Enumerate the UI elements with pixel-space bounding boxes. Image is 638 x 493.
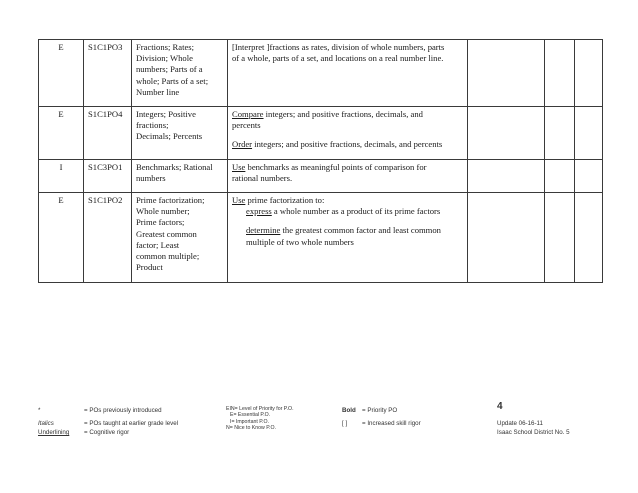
description-text: a whole number as a product of its prime factors [271, 206, 441, 217]
description-text: the greatest common factor and least common [280, 225, 441, 236]
concept-line: Prime factors; [136, 217, 185, 228]
priority-level-line: I= Important P.O. [230, 419, 269, 425]
description-line: [Interpret ]fractions as rates, division of whole numbers, parts [232, 42, 445, 52]
description-text: integers; and positive fractions, decimals, and [263, 109, 423, 120]
legend-meaning: = Cognitive rigor [84, 429, 130, 436]
priority-cell: I [39, 159, 84, 192]
priority-level-line: E= Essential P.O. [230, 412, 271, 418]
description-text: integers; and positive fractions, decimals, and percents [252, 139, 443, 150]
verb-determine: determine [246, 225, 281, 236]
description-text: prime factorization to: [245, 195, 325, 206]
legend-symbol-asterisk: * [38, 407, 41, 414]
legend-symbol-bold: Bold [342, 407, 356, 414]
concept-line: numbers; Parts of a [136, 64, 203, 75]
concept-line: Greatest common [136, 228, 197, 239]
verb-express: express [246, 206, 272, 217]
legend-symbol-underlining: Underlining [38, 429, 70, 436]
description-text: benchmarks as meaningful points of comparison for [245, 161, 427, 172]
priority-level-line: N= Nice to Know P.O. [226, 425, 276, 431]
verb-order: Order [232, 139, 253, 150]
priority-level-line: EIN= Level of Priority for P.O. [226, 406, 294, 412]
description-line: percents [232, 120, 261, 131]
concept-line: whole; Parts of a set; [136, 75, 209, 86]
concept-line: Decimals; Percents [136, 131, 203, 142]
legend-symbol-brackets: [ ] [342, 420, 348, 427]
po-code-cell: S1C1PO3 [84, 40, 132, 107]
legend-meaning: = POs previously introduced [84, 407, 162, 414]
concept-line: Number line [136, 86, 180, 97]
priority-cell: E [39, 193, 84, 283]
district-name: Isaac School District No. 5 [497, 429, 570, 436]
concept-line: Product [136, 262, 163, 273]
concept-line: Integers; Positive [136, 109, 196, 120]
verb-use: Use [232, 161, 246, 172]
concept-line: common multiple; [136, 251, 200, 262]
concept-line: numbers [136, 172, 166, 183]
legend-meaning: = POs taught at earlier grade level [84, 420, 179, 427]
po-code-cell: S1C1PO2 [84, 193, 132, 283]
concept-line: Prime factorization; [136, 195, 205, 206]
description-line: rational numbers. [232, 172, 293, 183]
concept-line: Whole number; [136, 206, 190, 217]
po-code-cell: S1C1PO4 [84, 107, 132, 160]
priority-cell: E [39, 107, 84, 160]
concept-line: Benchmarks; Rational [136, 161, 213, 172]
description-line: of a whole, parts of a set, and locations on a real number line. [232, 53, 444, 64]
concept-line: Fractions; Rates; [136, 42, 194, 52]
concept-line: factor; Least [136, 239, 180, 250]
po-code-cell: S1C3PO1 [84, 159, 132, 192]
page-number: 4 [497, 401, 503, 412]
update-date: Update 06-16-11 [497, 420, 543, 427]
verb-use: Use [232, 195, 246, 206]
legend-meaning: = Priority PO [362, 407, 398, 414]
verb-compare: Compare [232, 109, 264, 120]
description-line: multiple of two whole numbers [246, 236, 354, 247]
legend-meaning: = Increased skill rigor [362, 420, 421, 427]
concept-line: Division; Whole [136, 53, 193, 64]
concept-line: fractions; [136, 120, 169, 131]
legend-symbol-italics: Italics [38, 420, 54, 427]
priority-cell: E [39, 40, 84, 107]
